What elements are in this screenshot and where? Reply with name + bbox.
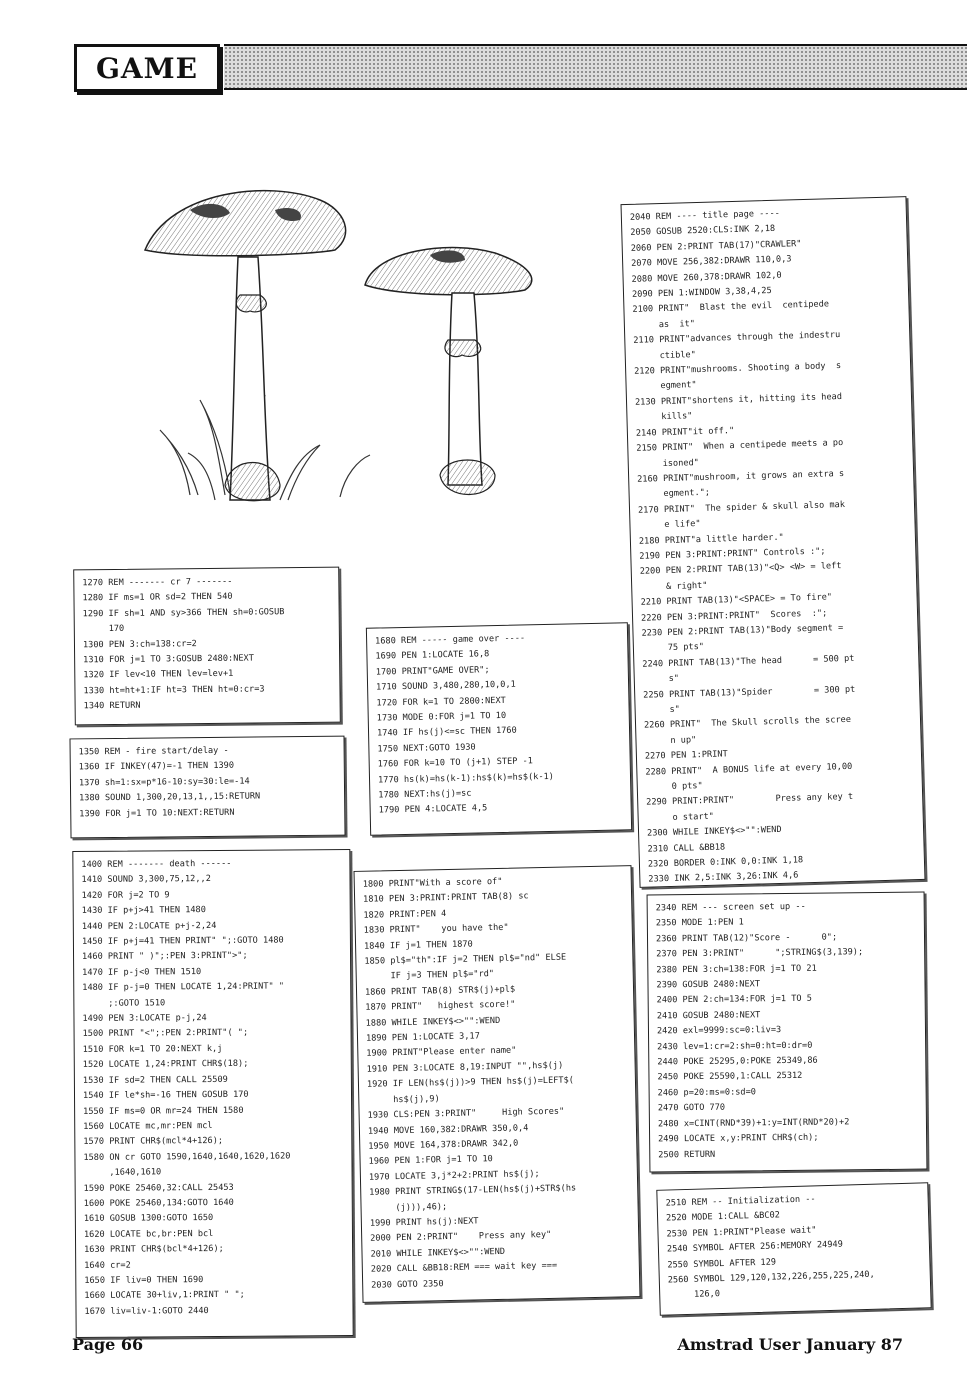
left-mushroom — [145, 191, 346, 501]
listing-title-page-code: 2040 REM ---- title page ---- 2050 GOSUB 2520:CLS:INK 2,18 2060 PEN 2:PRINT TAB(17)"CRAWLER" 2070 MOVE 256,382:DRAWR 110,0,3 2080 MOVE 260,378:DRAWR 102,0 2090 PEN 1:WINDOW 3,38,4,25 2100 PRINT" Blast the evil centipede as it" 2110 PRINT"advances through the indestru ctible" 2120 PRINT"mushrooms. Shooting a body s egment" 2130 PRINT"shortens it, hitting its head kills" 2140 PRINT"it off." 2150 PRINT" When a centipede meets a po isoned" 2160 PRINT"mushroom, it grows an extra s egment."; 2170 PRINT" The spider & skull also mak e life" 2180 PRINT"a little harder." 2190 PEN 3:PRINT:PRINT" Controls :"; 2200 PEN 2:PRINT TAB(13)"<Q> <W> = left & right" 2210 PRINT TAB(13)"<SPACE> = To fire" 2220 PEN 3:PRINT:PRINT" Scores :"; 2230 PEN 2:PRINT TAB(13)"Body segment = 75 pts" 2240 PRINT TAB(13)"The head = 500 pt s" 2250 PRINT TAB(13)"Spider = 300 pt s" 2260 PRINT" The Skull scrolls the scree n up" 2270 PEN 1:PRINT 2280 PRINT" A BONUS life at every 10,00 0 pts" 2290 PRINT:PRINT" Press any key t o start" 2300 WHILE INKEY$<>"":WEND 2310 CALL &BB18 2320 BORDER 0:INK 0,0:INK 1,18 2330 INK 2,5:INK 3,26:INK 4,6 — [629, 208, 856, 886]
listing-cr7-code: 1270 REM ------- cr 7 ------- 1280 IF ms=1 OR sd=2 THEN 540 1290 IF sh=1 AND sy>366 THEN sh=0:GOSUB 170 1300 PEN 3:ch=138:cr=2 1310 FOR j=1 TO 3:GOSUB 2480:NEXT 1320 IF lev<10 THEN lev=lev+1 1330 ht=ht+1:IF ht=3 THEN ht=0:cr=3 1340 RETURN — [82, 576, 285, 712]
listing-game-over-code: 1680 REM ----- game over ---- 1690 PEN 1:LOCATE 16,8 1700 PRINT"GAME OVER"; 1710 SOUND 3,480,280,10,0,1 1720 FOR k=1 TO 2800:NEXT 1730 MODE 0:FOR j=1 TO 10 1740 IF hs(j)<=sc THEN 1760 1750 NEXT:GOTO 1930 1760 FOR k=10 TO (j+1) STEP -1 1770 hs(k)=hs(k-1):hs$(k)=hs$(k-1) 1780 NEXT:hs(j)=sc 1790 PEN 4:LOCATE 4,5 — [375, 633, 555, 817]
listing-screen-setup-code: 2340 REM --- screen set up -- 2350 MODE 1:PEN 1 2360 PRINT TAB(12)"Score - 0"; 2370 PEN 3:PRINT" ";STRING$(3,139); 2380 PEN 3:ch=138:FOR j=1 TO 21 2390 GOSUB 2480:NEXT 2400 PEN 2:ch=134:FOR j=1 TO 5 2410 GOSUB 2480:NEXT 2420 exl=9999:sc=0:liv=3 2430 lev=1:cr=2:sh=0:ht=0:dr=0 2440 POKE 25295,0:POKE 25349,86 2450 POKE 25590,1:CALL 25312 2460 p=20:ms=0:sd=0 2470 GOTO 770 2480 x=CINT(RND*39)+1:y=INT(RND*20)+2 2490 LOCATE x,y:PRINT CHR$(ch); 2500 RETURN — [655, 901, 864, 1160]
listing-title-page — [621, 196, 926, 888]
section-header — [74, 44, 967, 90]
listing-death-code: 1400 REM ------- death ------ 1410 SOUND 3,300,75,12,,2 1420 FOR j=2 TO 9 1430 IF p+j>41 THEN 1480 1440 PEN 2:LOCATE p+j-2,24 1450 IF p+j=41 THEN PRINT" ";:GOTO 1480 1460 PRINT " )";:PEN 3:PRINT">"; 1470 IF p-j<0 THEN 1510 1480 IF p-j=0 THEN LOCATE 1,24:PRINT" " ;:GOTO 1510 1490 PEN 3:LOCATE p-j,24 1500 PRINT "<";:PEN 2:PRINT"( "; 1510 FOR k=1 TO 20:NEXT k,j 1520 LOCATE 1,24:PRINT CHR$(18); 1530 IF sd=2 THEN CALL 25509 1540 IF le*sh=-16 THEN GOSUB 170 1550 IF ms=0 OR mr=24 THEN 1580 1560 LOCATE mc,mr:PEN mcl 1570 PRINT CHR$(mcl*4+126); 1580 ON cr GOTO 1590,1640,1640,1620,1620 ,1640,1610 1590 POKE 25460,32:CALL 25453 1600 POKE 25460,134:GOTO 1640 1610 GOSUB 1300:GOTO 1650 1620 LOCATE bc,br:PEN bcl 1630 PRINT CHR$(bcl*4+126); 1640 cr=2 1650 IF liv=0 THEN 1690 1660 LOCATE 30+liv,1:PRINT " "; 1670 liv=liv-1:GOTO 2440 — [81, 858, 291, 1317]
listing-initialization-code: 2510 REM -- Initialization -- 2520 MODE 1:CALL &BC02 2530 PEN 1:PRINT"Please wait" 2540 SYMBOL AFTER 256:MEMORY 24949 2550 SYMBOL AFTER 129 2560 SYMBOL 129,120,132,226,255,225,240, 126,0 — [665, 1194, 875, 1301]
mushroom-illustration — [130, 155, 585, 530]
listing-death — [72, 849, 353, 1338]
listing-cr7 — [73, 567, 341, 726]
page-number: Page 66 — [72, 1335, 144, 1354]
magazine-issue: Amstrad User January 87 — [677, 1335, 903, 1354]
listing-score-code: 1800 PRINT"With a score of" 1810 PEN 3:PRINT:PRINT TAB(8) sc 1820 PRINT:PEN 4 1830 PRINT" you have the" 1840 IF j=1 THEN 1870 1850 pl$="th":IF j=2 THEN pl$="nd" ELSE IF j=3 THEN pl$="rd" 1860 PRINT TAB(8) STR$(j)+pl$ 1870 PRINT" highest score!" 1880 WHILE INKEY$<>"":WEND 1890 PEN 1:LOCATE 3,17 1900 PRINT"Please enter name" 1910 PEN 3:LOCATE 8,19:INPUT "",hs$(j) 1920 IF LEN(hs$(j))>9 THEN hs$(j)=LEFT$( hs$(j),9) 1930 CLS:PEN 3:PRINT" High Scores" 1940 MOVE 160,382:DRAWR 350,0,4 1950 MOVE 164,378:DRAWR 342,0 1960 PEN 1:FOR j=1 TO 10 1970 LOCATE 3,j*2+2:PRINT hs$(j); 1980 PRINT STRING$(17-LEN(hs$(j)+STR$(hs (j))),46); 1990 PRINT hs(j):NEXT 2000 PEN 2:PRINT" Press any key" 2010 WHILE INKEY$<>"":WEND 2020 CALL &BB18:REM === wait key === 2030 GOTO 2350 — [362, 876, 577, 1291]
listing-score — [354, 865, 641, 1303]
listing-fire — [69, 736, 345, 839]
section-label-box — [74, 44, 220, 92]
listing-initialization — [656, 1182, 931, 1316]
listing-screen-setup — [647, 892, 928, 1173]
right-mushroom — [365, 248, 532, 495]
listing-game-over — [366, 622, 632, 835]
listing-fire-code: 1350 REM - fire start/delay - 1360 IF INKEY(47)=-1 THEN 1390 1370 sh=1:sx=p*16-10:sy=30:le=-14 1380 SOUND 1,300,20,13,1,,15:RETURN 1390 FOR j=1 TO 10:NEXT:RETURN — [78, 745, 261, 819]
header-band — [224, 44, 967, 90]
section-title: GAME — [96, 51, 198, 85]
